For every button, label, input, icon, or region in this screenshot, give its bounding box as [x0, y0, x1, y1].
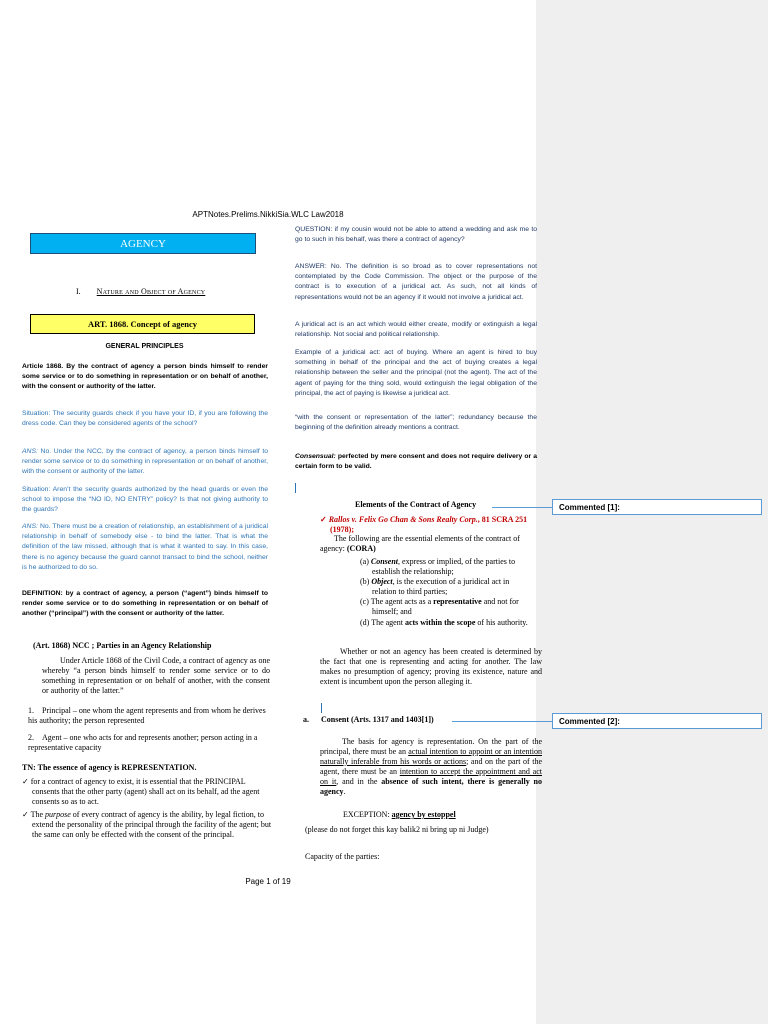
tn-essence [22, 763, 272, 773]
situation-1: Situation: The security guards check if you have your ID, if you are following the dress code. Can they be considered agents of the school? [22, 410, 268, 428]
check-item-2 [22, 810, 272, 840]
element-bold: acts within the scope [404, 618, 476, 627]
section-number: I. [76, 287, 81, 296]
element-emphasis: Consent [370, 557, 399, 566]
exception-label: EXCEPTION: [343, 810, 392, 819]
case-cite: , 81 SCRA 251 (1978); [330, 515, 528, 534]
exception-emphasis: agency by estoppel [391, 810, 456, 819]
consent-underlined: actual intention to appoint or an intention naturally inferable from his words or actions [320, 747, 542, 766]
list-number: 2. [28, 733, 34, 742]
consent-text: , and in the [336, 777, 382, 786]
elements-intro-text: The following are the essential elements of the contract of agency: [320, 534, 520, 553]
comment-leader-line-1 [492, 507, 552, 508]
exception-line [343, 810, 543, 820]
agency-creation-paragraph: Whether or not an agency has been created is determined by the fact that one is representing and acting for another. The law makes no presumption of agency; proving its existence, nature and extent is incumbent upon the person alleging it. [320, 647, 542, 686]
answer-label: ANS: [22, 448, 38, 455]
tn-emphasis: REPRESENTATION. [121, 763, 197, 772]
element-emphasis: Object [371, 577, 393, 586]
juridical-act-definition: A juridical act is an act which would either create, modify or extinguish a legal relationship. Not social and political relationship. [295, 321, 537, 339]
judge-note: (please do not forget this kay balik2 ni bring up ni Judge) [305, 825, 489, 834]
tn-prefix: TN: The essence of agency is [22, 763, 122, 772]
list-text: Principal – one whom the agent represents and from whom he derives his authority; the person represented [28, 706, 266, 725]
element-label: (a) [360, 557, 371, 566]
comment-balloon-1[interactable]: Commented [1]: [552, 499, 762, 515]
elements-heading: Elements of the Contract of Agency [355, 500, 477, 509]
case-citation [320, 515, 542, 535]
definition-text: DEFINITION: by a contract of agency, a person (“agent”) binds himself to render some service or to do something in representation or on behalf of another (“principal”) with the consent or authority of the latter. [22, 590, 268, 618]
juridical-act-example: Example of a juridical act: act of buying. Where an agent is hired to buy something in behalf of the principal and the act of buying creates a legal relationship between the seller and the principal (not the agent). The act of the agent of paying for the thing sold, would extinguish the legal obligation of the principal, the act of paying is likewise a juridical act. [295, 349, 537, 397]
consent-section-label: a. [303, 715, 309, 724]
consensual-label: Consensual: [295, 453, 336, 460]
section-heading [76, 287, 205, 296]
answer-1 [22, 447, 268, 478]
case-name: Rallos v. Felix Go Chan & Sons Realty Corp. [328, 515, 478, 524]
answer-2 [22, 522, 268, 573]
list-number: 1. [28, 706, 34, 715]
element-text: and not for himself; and [372, 597, 519, 616]
answer-text: ANSWER: No. The definition is so broad as to cover representations not contemplated by the Code Commission. The object or the purpose of the contract is to execution of a juridical act. As such, not all kinds of representations would not be an agency if it would not involve a juridical act. [295, 263, 537, 301]
consent-text: . [343, 787, 346, 796]
section-title: Nature and Object of Agency [96, 287, 206, 296]
check-pre: The [30, 810, 45, 819]
answer-text: No. There must be a creation of relationship, an establishment of a juridical relationship in behalf of somebody else - to bind the latter. That is what the definition of the law missed, although that is what it wanted to say. In this case, there is no agency because the guard cannot transact to bind the school, neither is he authorized to do so. [22, 523, 268, 571]
check-text: of every contract of agency is the ability, by legal fiction, to extend the personality of the principal through the facility of the agent; but the same can only be effected with the consent of the principal. [32, 810, 272, 839]
comment-balloon-2[interactable]: Commented [2]: [552, 713, 762, 729]
party-item-agent [28, 733, 273, 753]
element-item-consent [360, 557, 530, 577]
capacity-heading: Capacity of the parties: [305, 852, 380, 861]
element-pre: The agent [371, 618, 405, 627]
consent-section-title: Consent (Arts. 1317 and 1403[1]) [321, 715, 434, 724]
text-cursor-mark [295, 483, 296, 493]
ncc-text: Under Article 1868 of the Civil Code, a contract of agency as one whereby “a person binds himself to render some service or to do something in representation or on behalf of another, with the consent or authority of the latter.” [42, 656, 270, 695]
element-pre: The agent acts as a [370, 597, 434, 606]
page-footer: Page 1 of 19 [245, 877, 291, 886]
check-emphasis: purpose [45, 810, 71, 819]
check-mark-icon: ✓ [22, 777, 29, 786]
element-bold: representative [433, 597, 482, 606]
text-cursor-mark [321, 703, 322, 713]
element-label: (c) [360, 597, 371, 606]
situation-2: Situation: Aren’t the security guards authorized by the head guards or even the school to impose the “NO ID, NO ENTRY” policy? Is that not giving authority to the guards? [22, 486, 268, 514]
consent-quote-note: “with the consent or representation of the latter”; redundancy because the beginning of the definition already mentions a contract. [295, 414, 537, 432]
consent-bold: absence of such intent, there is generally no agency [320, 777, 543, 796]
check-text: for a contract of agency to exist, it is essential that the PRINCIPAL consents that the other party (agent) shall act on its behalf, ad the agent consents so as to act. [30, 777, 260, 806]
agency-title-box: AGENCY [30, 233, 256, 254]
answer-text: No. Under the NCC, by the contract of agency, a person binds himself to render some service or to do something in representation or on behalf of another, with the consent or authority of the latter. [22, 448, 268, 476]
question-text: QUESTION: if my cousin would not be able to attend a wedding and ask me to go to such in his behalf, was there a contract of agency? [295, 226, 537, 244]
element-label: (b) [360, 577, 372, 586]
element-text: , is the execution of a juridical act in relation to third parties; [372, 577, 510, 596]
consent-section-heading [303, 715, 543, 725]
cora-mnemonic: (CORA) [346, 544, 376, 553]
check-mark-icon: ✓ [22, 810, 29, 819]
elements-intro [320, 534, 542, 554]
consent-text: The basis for agency is representation. On the part of the principal, there must be an [320, 737, 542, 756]
article-title-box: ART. 1868. Concept of agency [30, 314, 255, 334]
consensual-text: perfected by mere consent and does not require delivery or a certain form to be valid. [295, 453, 537, 471]
consent-section-paragraph [320, 737, 542, 797]
check-mark-icon: ✓ [320, 515, 327, 524]
article-1868-text: Article 1868. By the contract of agency a person binds himself to render some service or to do something in representation or on behalf of another, with the consent or authority of the latter. [22, 363, 268, 391]
element-item-representative [360, 597, 530, 617]
list-text: Agent – one who acts for and represents another; person acting in a representative capacity [28, 733, 258, 752]
general-principles-heading: GENERAL PRINCIPLES [105, 343, 184, 350]
element-text: of his authority. [475, 618, 528, 627]
party-item-principal [28, 706, 273, 726]
ncc-heading: (Art. 1868) NCC ; Parties in an Agency Relationship [33, 641, 212, 650]
element-item-object [360, 577, 530, 597]
element-label: (d) [360, 618, 372, 627]
element-item-scope [360, 618, 530, 628]
element-text: , express or implied, of the parties to establish the relationship; [372, 557, 516, 576]
consent-text: ; and on the part of the agent, there must be an [320, 757, 543, 776]
consent-underlined: intention to accept the appointment and act on it [320, 767, 542, 786]
consensual-note [295, 452, 537, 472]
page-header: APTNotes.Prelims.NikkiSia.WLC Law2018 [192, 210, 344, 219]
answer-label: ANS: [22, 523, 38, 530]
check-item-1 [22, 777, 272, 807]
